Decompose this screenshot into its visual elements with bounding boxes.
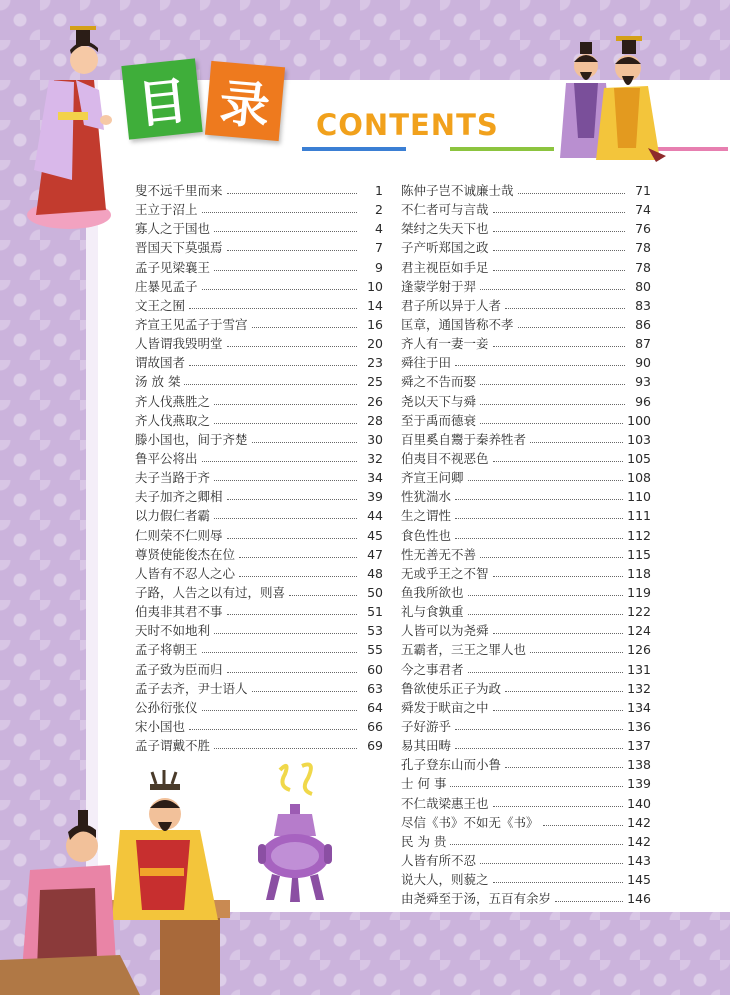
- toc-leader-dots: [480, 289, 625, 290]
- toc-entry-page: 103: [627, 431, 651, 447]
- toc-entry[interactable]: [135, 411, 383, 430]
- toc-entry-page: 124: [627, 623, 651, 639]
- toc-entry[interactable]: [401, 698, 651, 717]
- toc-entry-title: 人皆有不忍人之心: [135, 564, 238, 583]
- toc-entry-page: 83: [635, 297, 651, 313]
- toc-leader-dots: [189, 729, 357, 730]
- toc-entry[interactable]: [135, 487, 383, 506]
- toc-leader-dots: [214, 404, 357, 405]
- toc-entry-title: 齐宣王问卿: [401, 468, 467, 487]
- toc-entry[interactable]: [401, 583, 651, 602]
- title-tile-1: [121, 58, 202, 139]
- toc-leader-dots: [468, 614, 624, 615]
- toc-entry-title: 礼与食孰重: [401, 602, 467, 621]
- toc-entry-page: 119: [627, 585, 651, 601]
- toc-entry-title: 天时不如地利: [135, 621, 213, 640]
- toc-entry[interactable]: [401, 660, 651, 679]
- toc-entry-title: 伯夷目不视恶色: [401, 449, 492, 468]
- toc-entry[interactable]: [135, 506, 383, 525]
- toc-entry-page: 4: [375, 221, 383, 237]
- toc-leader-dots: [493, 806, 624, 807]
- toc-entry[interactable]: [135, 564, 383, 583]
- toc-entry[interactable]: [401, 200, 651, 219]
- toc-entry-page: 78: [635, 259, 651, 275]
- toc-entry[interactable]: [401, 296, 651, 315]
- toc-entry[interactable]: [401, 487, 651, 506]
- contents-heading: CONTENTS: [316, 108, 499, 142]
- toc-leader-dots: [493, 633, 624, 634]
- toc-leader-dots: [252, 442, 357, 443]
- toc-entry[interactable]: [401, 372, 651, 391]
- toc-entry-title: 舜往于田: [401, 353, 454, 372]
- toc-entry-title: 至于禹而德衰: [401, 411, 479, 430]
- toc-entry[interactable]: [135, 277, 383, 296]
- stripe-green: [450, 147, 554, 151]
- toc-entry-title: 不仁者可与言哉: [401, 200, 492, 219]
- toc-leader-dots: [227, 346, 357, 347]
- toc-entry[interactable]: [401, 353, 651, 372]
- toc-entry-page: 108: [627, 470, 651, 486]
- toc-entry[interactable]: [401, 258, 651, 277]
- toc-leader-dots: [189, 365, 357, 366]
- toc-leader-dots: [468, 672, 624, 673]
- toc-entry-page: 134: [627, 699, 651, 715]
- toc-entry-page: 34: [367, 470, 383, 486]
- toc-leader-dots: [214, 518, 357, 519]
- toc-entry[interactable]: [401, 851, 651, 870]
- toc-entry-page: 16: [367, 317, 383, 333]
- toc-leader-dots: [493, 212, 625, 213]
- toc-leader-dots: [480, 863, 623, 864]
- toc-leader-dots: [189, 308, 357, 309]
- toc-entry-title: 不仁哉梁惠王也: [401, 794, 492, 813]
- toc-entry[interactable]: [401, 526, 651, 545]
- toc-entry-title: 宋小国也: [135, 717, 188, 736]
- toc-entry-title: 齐人伐燕取之: [135, 411, 213, 430]
- toc-entry-title: 孟子致为臣而归: [135, 660, 226, 679]
- toc-entry[interactable]: [401, 794, 651, 813]
- toc-entry-title: 舜之不告而娶: [401, 372, 479, 391]
- toc-leader-dots: [202, 289, 357, 290]
- toc-entry-page: 132: [627, 680, 651, 696]
- toc-entry-page: 110: [627, 489, 651, 505]
- toc-entry-page: 9: [375, 259, 383, 275]
- toc-entry-page: 1: [375, 183, 383, 199]
- toc-leader-dots: [227, 614, 357, 615]
- toc-leader-dots: [518, 327, 625, 328]
- toc-entry-title: 易其田畴: [401, 736, 454, 755]
- toc-entry[interactable]: [401, 277, 651, 296]
- toc-entry-title: 无或乎王之不智: [401, 564, 492, 583]
- toc-leader-dots: [214, 748, 357, 749]
- toc-leader-dots: [214, 633, 357, 634]
- toc-entry[interactable]: [401, 889, 651, 908]
- toc-entry-title: 君子所以异于人者: [401, 296, 504, 315]
- toc-entry-page: 48: [367, 565, 383, 581]
- toc-leader-dots: [480, 384, 625, 385]
- toc-entry-title: 孟子见梁襄王: [135, 258, 213, 277]
- toc-entry[interactable]: [401, 392, 651, 411]
- toc-entry[interactable]: [135, 353, 383, 372]
- toc-entry-page: 66: [367, 719, 383, 734]
- toc-entry-page: 74: [635, 202, 651, 218]
- toc-entry[interactable]: [135, 717, 383, 736]
- toc-entry-title: 文王之囿: [135, 296, 188, 315]
- toc-entry-page: 78: [635, 240, 651, 256]
- toc-entry[interactable]: [135, 296, 383, 315]
- toc-entry[interactable]: [135, 334, 383, 353]
- toc-entry-title: 说大人，则藐之: [401, 870, 492, 889]
- toc-entry-title: 子路，人告之以有过，则喜: [135, 583, 288, 602]
- toc-leader-dots: [543, 825, 624, 826]
- toc-entry-title: 食色性也: [401, 526, 454, 545]
- toc-entry[interactable]: [135, 468, 383, 487]
- toc-leader-dots: [214, 270, 357, 271]
- toc-entry[interactable]: [401, 717, 651, 736]
- toc-entry[interactable]: [401, 774, 651, 793]
- toc-entry-page: 44: [367, 508, 383, 524]
- toc-entry-title: 士 何 事: [401, 774, 449, 793]
- king-and-scholar-icon: [0, 770, 250, 995]
- title-tile-2: [205, 61, 285, 141]
- toc-entry-title: 舜发于畎亩之中: [401, 698, 492, 717]
- toc-entry[interactable]: [401, 832, 651, 851]
- toc-entry-page: 131: [627, 661, 651, 677]
- toc-entry-title: 伯夷非其君不事: [135, 602, 226, 621]
- toc-entry[interactable]: [401, 813, 651, 832]
- toc-leader-dots: [202, 212, 357, 213]
- toc-entry-title: 生之谓性: [401, 506, 454, 525]
- toc-entry[interactable]: [135, 736, 383, 755]
- toc-entry-page: 145: [627, 872, 651, 888]
- toc-entry-title: 滕小国也，间于齐楚: [135, 430, 251, 449]
- toc-entry[interactable]: [135, 660, 383, 679]
- toc-entry-page: 28: [367, 412, 383, 428]
- toc-entry-title: 陈仲子岂不诚廉士哉: [401, 181, 517, 200]
- toc-leader-dots: [227, 193, 357, 194]
- toc-entry-title: 谓故国者: [135, 353, 188, 372]
- toc-entry-page: 10: [367, 278, 383, 294]
- toc-entry[interactable]: [135, 583, 383, 602]
- toc-entry-title: 人皆可以为尧舜: [401, 621, 492, 640]
- toc-entry-page: 138: [627, 757, 651, 773]
- toc-leader-dots: [455, 748, 623, 749]
- toc-leader-dots: [493, 710, 624, 711]
- toc-entry[interactable]: [401, 449, 651, 468]
- toc-entry-title: 孟子去齐，尹士语人: [135, 679, 251, 698]
- toc-entry-title: 由尧舜至于汤，五百有余岁: [401, 889, 554, 908]
- toc-entry-title: 孟子谓戴不胜: [135, 736, 213, 755]
- toc-entry-page: 118: [627, 565, 651, 581]
- toc-entry-page: 51: [367, 604, 383, 620]
- toc-entry-page: 64: [367, 699, 383, 715]
- toc-leader-dots: [518, 193, 625, 194]
- toc-leader-dots: [214, 231, 357, 232]
- toc-entry[interactable]: [401, 621, 651, 640]
- toc-leader-dots: [530, 442, 623, 443]
- toc-leader-dots: [505, 308, 625, 309]
- toc-entry-title: 仁则荣不仁则辱: [135, 526, 226, 545]
- stripe-blue: [302, 147, 406, 151]
- toc-entry-title: 寡人之于国也: [135, 219, 213, 238]
- toc-entry[interactable]: [135, 698, 383, 717]
- toc-entry-page: 146: [627, 891, 651, 907]
- toc-leader-dots: [505, 691, 623, 692]
- toc-leader-dots: [555, 901, 623, 902]
- toc-entry-title: 齐人伐燕胜之: [135, 392, 213, 411]
- toc-leader-dots: [214, 423, 357, 424]
- toc-entry-page: 47: [367, 546, 383, 562]
- toc-entry-title: 人皆有所不忍: [401, 851, 479, 870]
- toc-entry[interactable]: [401, 411, 651, 430]
- toc-leader-dots: [450, 786, 623, 787]
- toc-entry-title: 鱼我所欲也: [401, 583, 467, 602]
- toc-leader-dots: [202, 710, 357, 711]
- toc-entry-title: 性犹湍水: [401, 487, 454, 506]
- ministers-right-icon: [556, 28, 666, 163]
- toc-entry[interactable]: [135, 449, 383, 468]
- toc-entry-page: 80: [635, 278, 651, 294]
- toc-leader-dots: [252, 327, 357, 328]
- toc-leader-dots: [493, 576, 624, 577]
- toc-leader-dots: [455, 538, 623, 539]
- toc-leader-dots: [227, 250, 357, 251]
- toc-entry-title: 齐宣王见孟子于雪宫: [135, 315, 251, 334]
- toc-entry-title: 子产听郑国之政: [401, 238, 492, 257]
- toc-entry-title: 桀纣之失天下也: [401, 219, 492, 238]
- toc-entry-page: 20: [367, 336, 383, 352]
- toc-entry-page: 143: [627, 852, 651, 868]
- toc-leader-dots: [455, 518, 623, 519]
- toc-entry[interactable]: [135, 238, 383, 257]
- toc-leader-dots: [468, 480, 624, 481]
- toc-entry-title: 百里奚自鬻于秦养牲者: [401, 430, 529, 449]
- toc-entry[interactable]: [401, 219, 651, 238]
- toc-entry-page: 111: [627, 508, 651, 524]
- toc-leader-dots: [455, 499, 623, 500]
- toc-entry[interactable]: [401, 430, 651, 449]
- toc-leader-dots: [493, 270, 625, 271]
- toc-entry[interactable]: [135, 640, 383, 659]
- toc-entry-title: 叟不远千里而来: [135, 181, 226, 200]
- toc-entry-page: 14: [367, 297, 383, 313]
- toc-leader-dots: [455, 729, 623, 730]
- toc-entry-title: 尽信《书》不如无《书》: [401, 813, 542, 832]
- toc-entry-title: 尧以天下与舜: [401, 392, 479, 411]
- toc-entry-page: 142: [627, 833, 651, 849]
- toc-entry[interactable]: [401, 468, 651, 487]
- toc-entry-page: 136: [627, 719, 651, 734]
- toc-entry-page: 7: [375, 240, 383, 256]
- toc-entry-page: 39: [367, 489, 383, 505]
- toc-entry-title: 子好游乎: [401, 717, 454, 736]
- toc-entry-page: 50: [367, 585, 383, 601]
- toc-entry-page: 76: [635, 221, 651, 237]
- toc-entry-page: 115: [627, 546, 651, 562]
- toc-leader-dots: [227, 672, 357, 673]
- toc-entry-page: 53: [367, 623, 383, 639]
- toc-leader-dots: [493, 882, 624, 883]
- toc-entry[interactable]: [401, 315, 651, 334]
- toc-entry-title: 王立于沼上: [135, 200, 201, 219]
- toc-entry-page: 86: [635, 317, 651, 333]
- toc-entry[interactable]: [401, 545, 651, 564]
- toc-entry-page: 96: [635, 393, 651, 409]
- toc-leader-dots: [468, 595, 624, 596]
- toc-entry-title: 庄暴见孟子: [135, 277, 201, 296]
- toc-entry-title: 鲁平公将出: [135, 449, 201, 468]
- toc-entry[interactable]: [401, 602, 651, 621]
- toc-entry[interactable]: [401, 640, 651, 659]
- toc-entry-title: 公孙衍张仪: [135, 698, 201, 717]
- toc-entry-title: 尊贤使能俊杰在位: [135, 545, 238, 564]
- toc-entry-title: 今之事君者: [401, 660, 467, 679]
- toc-right-column: [401, 181, 651, 908]
- toc-entry-page: 69: [367, 738, 383, 754]
- toc-left-column: [135, 181, 383, 755]
- toc-entry-page: 122: [627, 604, 651, 620]
- toc-leader-dots: [480, 557, 623, 558]
- toc-entry-page: 45: [367, 527, 383, 543]
- toc-entry[interactable]: [135, 258, 383, 277]
- toc-entry[interactable]: [401, 736, 651, 755]
- toc-leader-dots: [493, 461, 624, 462]
- toc-entry-title: 齐人有一妻一妾: [401, 334, 492, 353]
- toc-entry-page: 32: [367, 451, 383, 467]
- toc-entry[interactable]: [135, 200, 383, 219]
- toc-entry-title: 孔子登东山而小鲁: [401, 755, 504, 774]
- toc-entry-page: 26: [367, 393, 383, 409]
- toc-entry[interactable]: [135, 392, 383, 411]
- toc-leader-dots: [227, 538, 357, 539]
- toc-entry[interactable]: [135, 602, 383, 621]
- toc-entry-title: 晋国天下莫强焉: [135, 238, 226, 257]
- toc-entry[interactable]: [401, 870, 651, 889]
- toc-leader-dots: [455, 365, 625, 366]
- toc-leader-dots: [202, 461, 357, 462]
- toc-entry-page: 93: [635, 374, 651, 390]
- toc-leader-dots: [289, 595, 357, 596]
- toc-entry[interactable]: [135, 679, 383, 698]
- toc-entry-title: 五霸者，三王之罪人也: [401, 640, 529, 659]
- toc-entry-page: 139: [627, 776, 651, 792]
- toc-entry-title: 鲁欲使乐正子为政: [401, 679, 504, 698]
- toc-entry-title: 汤 放 桀: [135, 372, 183, 391]
- toc-entry-page: 105: [627, 451, 651, 467]
- title-char-1: 目: [134, 71, 191, 135]
- toc-leader-dots: [505, 767, 623, 768]
- toc-entry[interactable]: [401, 679, 651, 698]
- toc-entry-page: 112: [627, 527, 651, 543]
- toc-leader-dots: [450, 844, 623, 845]
- toc-leader-dots: [239, 557, 357, 558]
- toc-entry-page: 87: [635, 336, 651, 352]
- toc-leader-dots: [252, 691, 357, 692]
- toc-entry-page: 30: [367, 431, 383, 447]
- toc-entry-page: 55: [367, 642, 383, 658]
- toc-entry[interactable]: [135, 430, 383, 449]
- toc-entry-page: 71: [635, 183, 651, 199]
- toc-leader-dots: [480, 423, 623, 424]
- toc-entry-page: 140: [627, 795, 651, 811]
- toc-entry-title: 人皆谓我毁明堂: [135, 334, 226, 353]
- toc-leader-dots: [493, 231, 625, 232]
- toc-leader-dots: [239, 576, 357, 577]
- incense-burner-icon: [250, 760, 340, 910]
- toc-entry[interactable]: [135, 181, 383, 200]
- toc-entry-page: 2: [375, 202, 383, 218]
- toc-entry[interactable]: [401, 506, 651, 525]
- toc-entry[interactable]: [135, 545, 383, 564]
- toc-leader-dots: [184, 384, 357, 385]
- toc-entry[interactable]: [135, 315, 383, 334]
- toc-entry-page: 100: [627, 412, 651, 428]
- toc-entry[interactable]: [401, 181, 651, 200]
- toc-entry-page: 25: [367, 374, 383, 390]
- toc-leader-dots: [214, 480, 357, 481]
- toc-leader-dots: [202, 652, 357, 653]
- toc-entry-page: 137: [627, 738, 651, 754]
- toc-entry-page: 126: [627, 642, 651, 658]
- toc-entry[interactable]: [135, 621, 383, 640]
- toc-entry-title: 君主视臣如手足: [401, 258, 492, 277]
- toc-entry-page: 23: [367, 355, 383, 371]
- toc-entry-title: 民 为 贵: [401, 832, 449, 851]
- toc-entry-title: 夫子当路于齐: [135, 468, 213, 487]
- toc-entry-title: 性无善无不善: [401, 545, 479, 564]
- toc-leader-dots: [493, 250, 625, 251]
- title-char-2: 录: [217, 73, 273, 137]
- toc-leader-dots: [530, 652, 623, 653]
- toc-entry-page: 142: [627, 814, 651, 830]
- toc-entry[interactable]: [135, 372, 383, 391]
- toc-entry[interactable]: [401, 238, 651, 257]
- toc-entry-page: 60: [367, 661, 383, 677]
- toc-leader-dots: [227, 499, 357, 500]
- toc-entry[interactable]: [401, 564, 651, 583]
- toc-entry-title: 逢蒙学射于羿: [401, 277, 479, 296]
- toc-entry-title: 夫子加齐之卿相: [135, 487, 226, 506]
- toc-entry[interactable]: [135, 219, 383, 238]
- toc-entry[interactable]: [135, 526, 383, 545]
- toc-entry-title: 以力假仁者霸: [135, 506, 213, 525]
- scholar-left-icon: [14, 20, 114, 230]
- toc-entry-title: 孟子将朝王: [135, 640, 201, 659]
- toc-entry[interactable]: [401, 755, 651, 774]
- toc-entry-page: 90: [635, 355, 651, 371]
- toc-leader-dots: [493, 346, 625, 347]
- toc-entry-page: 63: [367, 680, 383, 696]
- toc-entry-title: 匡章，通国皆称不孝: [401, 315, 517, 334]
- toc-leader-dots: [480, 404, 625, 405]
- toc-entry[interactable]: [401, 334, 651, 353]
